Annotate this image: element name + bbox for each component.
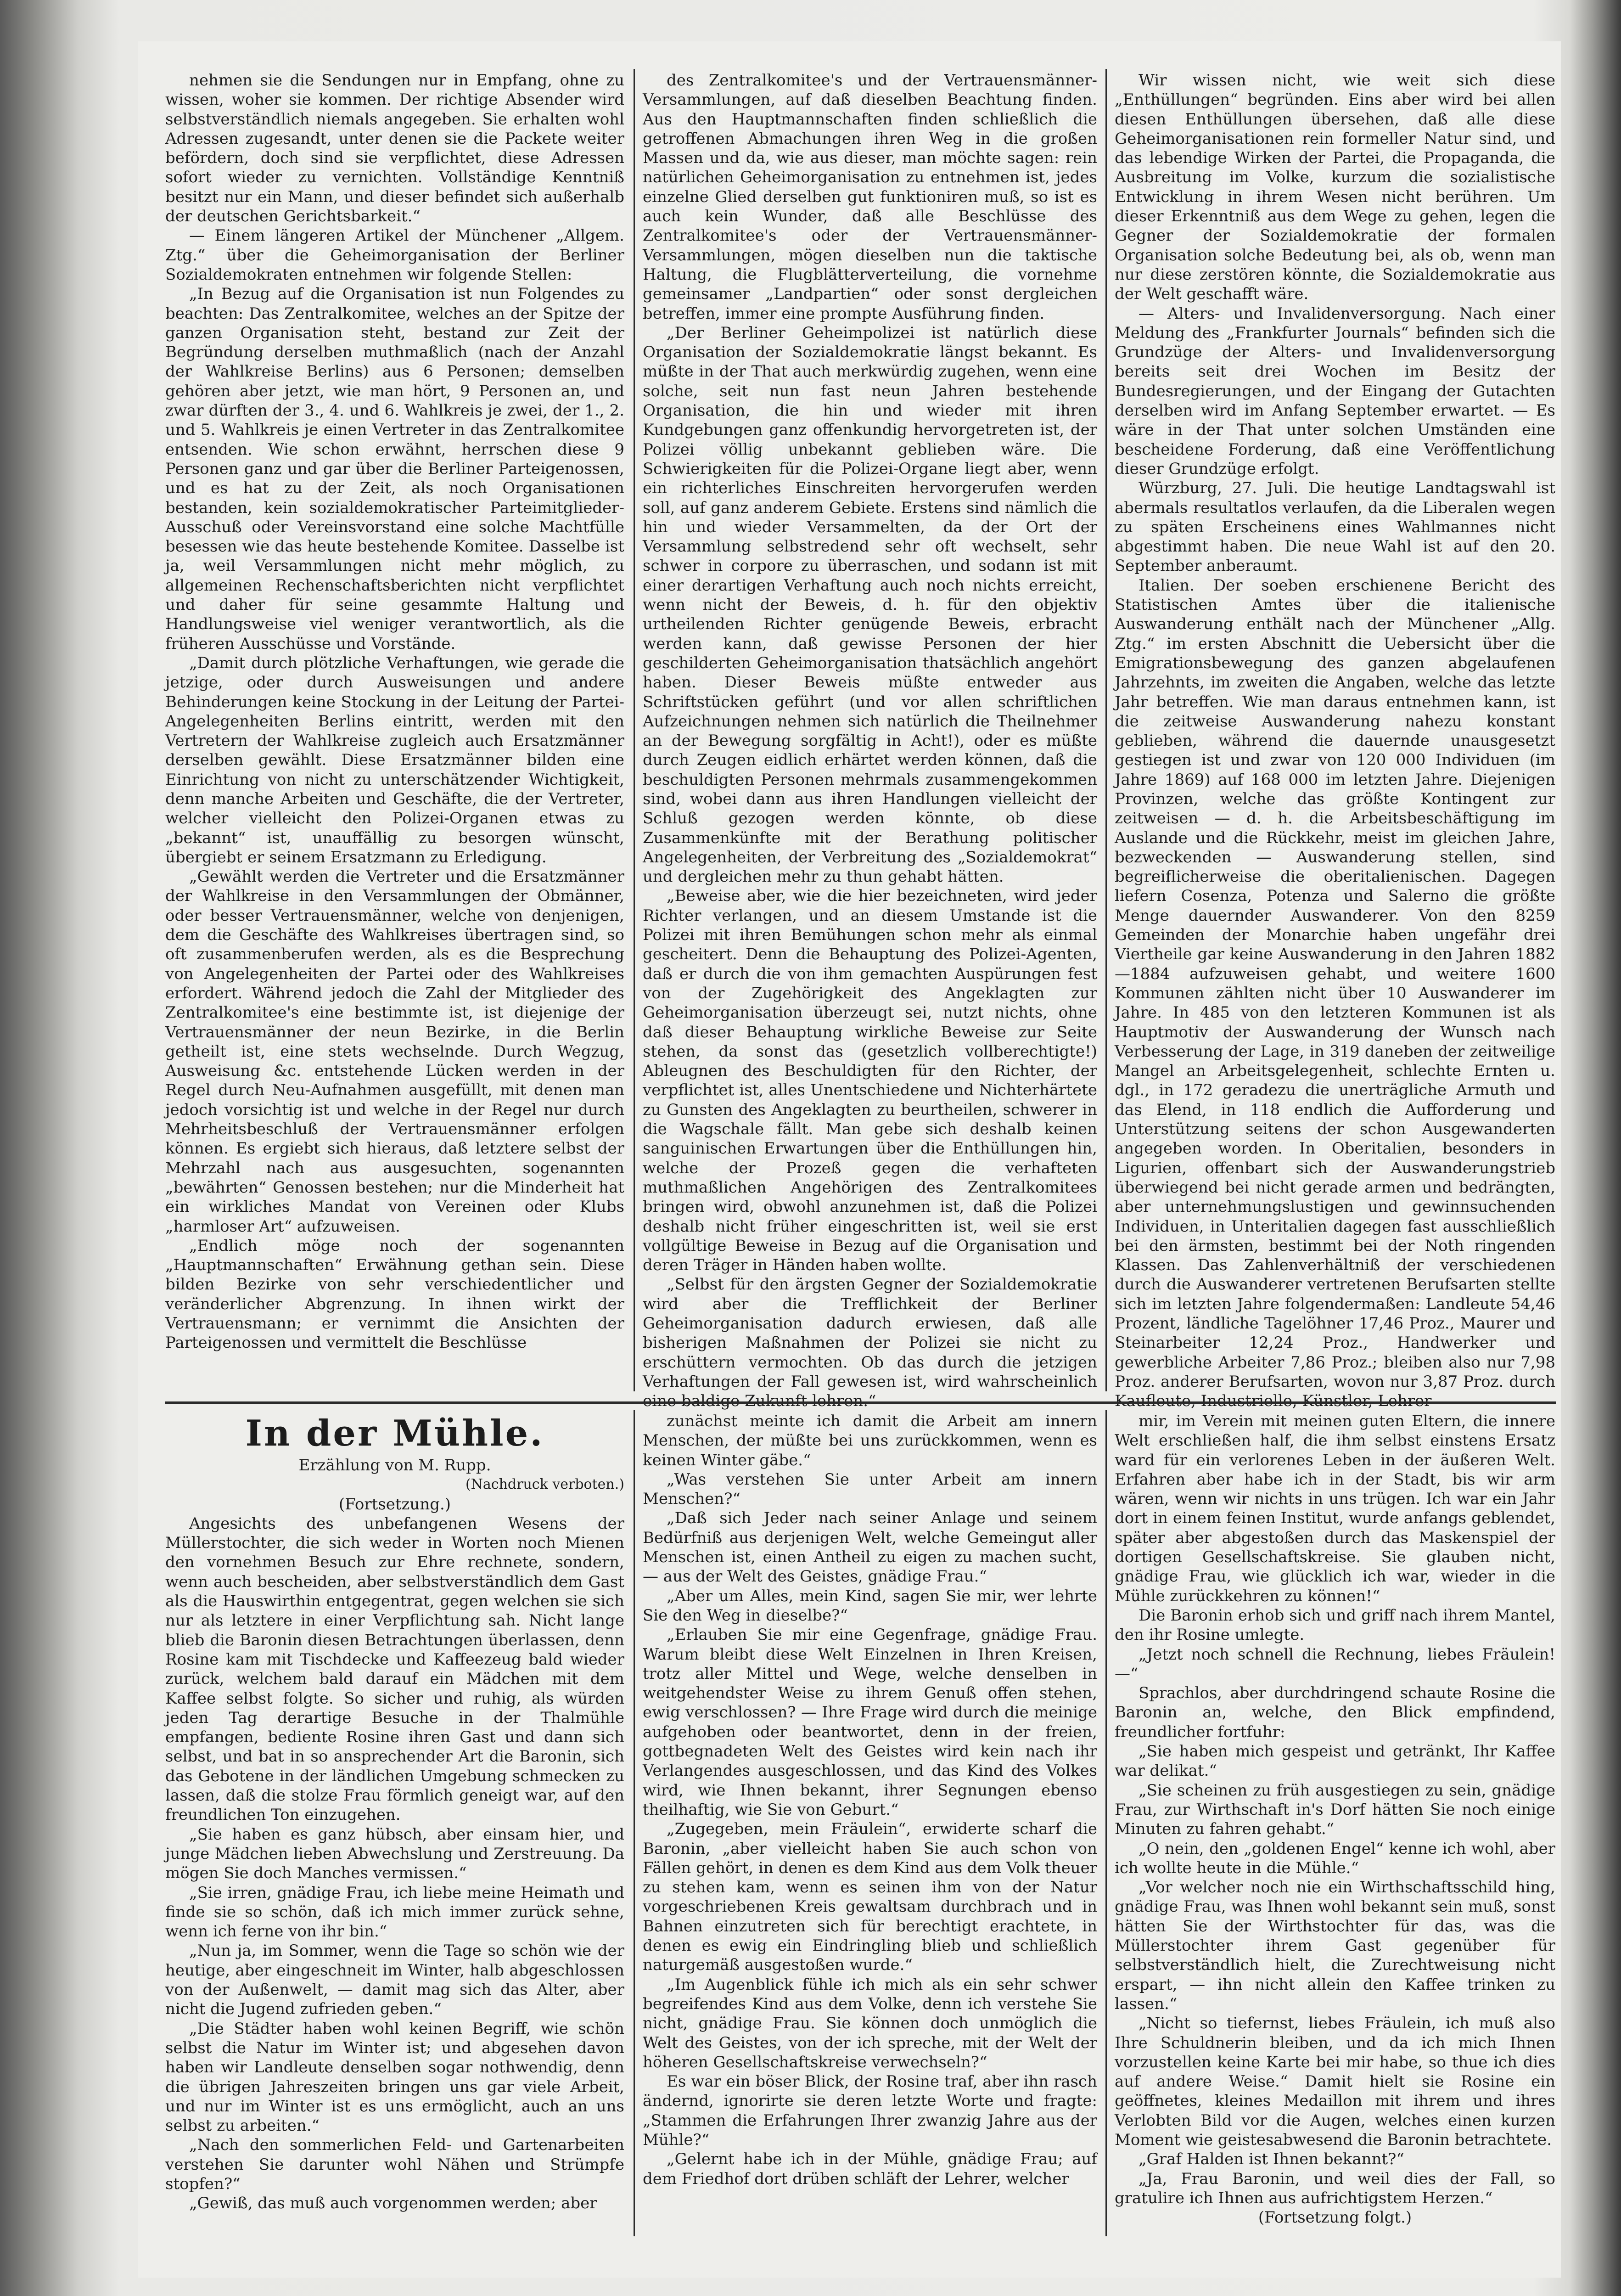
story-paragraph: Es war ein böser Blick, der Rosine traf, aber ihn rasch ändernd, ignorirte sie deren letzte Worte und fragte: „Stammen die Erfahrungen Ihrer zwanzig Jahre aus der Mühle?“ [643, 2072, 1097, 2149]
news-paragraph: „In Bezug auf die Organisation ist nun Folgendes zu beachten: Das Zentralkomitee, welches an der Spitze der ganzen Organisation steht, bestand zur Zeit der Begründung derselben muthmaßlich (nach der Anzahl der Wahlkreise Berlins) aus 6 Personen; demselben gehören aber jetzt, wie man hört, 9 Personen an, und zwar dürften der 3., 4. und 6. Wahlkreis je zwei, der 1., 2. und 5. Wahlkreis je einen Vertreter in das Zentralkomitee entsenden. Wie schon erwähnt, herrschen diese 9 Personen ganz und gar über die Berliner Parteigenossen, und es hat zu der Zeit, als noch Organisationen bestanden, kein sozialdemokratischer Parteimitglieder-Ausschuß oder Vereinsvorstand eine solche Machtfülle besessen wie das heute bestehende Komitee. Dasselbe ist ja, weil Versammlungen nicht mehr möglich, zu allgemeinen Rechenschaftsberichten nicht verpflichtet und daher für seine gesammte Haltung und Handlungsweise viel weniger verantwortlich, als die früheren Ausschüsse und Vorstände. [165, 285, 624, 653]
story-paragraph: „Sie haben es ganz hübsch, aber einsam hier, und junge Mädchen lieben Abwechslung und Zerstreuung. Da mögen Sie doch Manches vermissen.“ [165, 1825, 624, 1883]
story-paragraph: „Graf Halden ist Ihnen bekannt?“ [1139, 2150, 1404, 2169]
news-paragraph: „Beweise aber, wie die hier bezeichneten, wird jeder Richter verlangen, und an diesem Umstande ist die Polizei mit ihren Bemühungen schon mehr als einmal gescheitert. Denn die Behauptung des Polizei-Agenten, daß er durch die von ihm gemachten Auspürungen fest von der Zugehörigkeit des Angeklagten zur Geheimorganisation überzeugt sei, nutzt nichts, ohne daß dieser Behauptung wirkliche Beweise zur Seite stehen, da sonst das (gesetzlich vollberechtigte!) Ableugnen des Beschuldigten für den Richter, der verpflichtet ist, alles Unentschiedene und Nichterhärtete zu Gunsten des Angeklagten zu beurtheilen, schwerer in die Wagschale fällt. Man gebe sich deshalb keinen sanguinischen Erwartungen über die Enthüllungen hin, welche der Prozeß gegen die verhafteten muthmaßlichen Angehörigen des Zentralkomitees bringen wird, obwohl anzunehmen ist, daß die Polizei deshalb nicht früher eingeschritten ist, weil sie erst vollgültige Beweise in Bezug auf die Organisation und deren Träger in Händen haben wollte. [643, 887, 1097, 1275]
news-paragraph: „Gewählt werden die Vertreter und die Ersatzmänner der Wahlkreise in den Versammlungen der Obmänner, oder besser Vertrauensmänner, welche von denjenigen, dem die Geschäfte des Wahlkreises übertragen sind, so oft zusammenberufen werden, als es die Besprechung von Angelegenheiten der Partei oder des Wahlkreises erfordert. Während jedoch die Zahl der Mitglieder des Zentralkomitee's eine bestimmte ist, ist diejenige der Vertrauensmänner der neun Bezirke, in die Berlin getheilt ist, eine stets wechselnde. Durch Wegzug, Ausweisung &c. entstehende Lücken werden in der Regel durch Neu-Aufnahmen ausgefüllt, mit denen man jedoch vorsichtig ist und welche in der Regel nur durch Mehrheitsbeschluß der Vertrauensmänner erfolgen können. Es ergiebt sich hieraus, daß letztere selbst der Mehrzahl nach aus ausgesuchten, sogenannten „bewährten“ Genossen bestehen; nur die Minderheit hat ein wirkliches Mandat von Vereinen oder Klubs „harmloser Art“ aufzuweisen. [165, 867, 624, 1236]
story-paragraph: „Was verstehen Sie unter Arbeit am innern Menschen?“ [643, 1470, 1097, 1508]
story-paragraph: „O nein, den „goldenen Engel“ kenne ich wohl, aber ich wollte heute in die Mühle.“ [1115, 1839, 1555, 1877]
news-paragraph: des Zentralkomitee's und der Vertrauensmänner-Versammlungen, auf daß dieselben Beachtung finden. Aus den Hauptmannschaften finden schließlich die getroffenen Abmachungen ihren Weg in die großen Massen und da, wie aus dieser, man möchte sagen: rein natürlichen Geheimorganisation zu entnehmen ist, jedes einzelne Glied derselben gut funktioniren muß, so ist es auch kein Wunder, daß alle Beschlüsse des Zentralkomitee's oder der Vertrauensmänner-Versammlungen, mögen dieselben nun die taktische Haltung, die Flugblätterverteilung, die vornehme gemeinsamer „Landpartien“ oder sonst dergleichen betreffen, immer eine prompte Ausführung finden. [643, 71, 1097, 323]
feuilleton-column-1 [165, 1412, 624, 2238]
news-paragraph: nehmen sie die Sendungen nur in Empfang, ohne zu wissen, woher sie kommen. Der richtige Absender wird selbstverständlich niemals angegeben. Sie erhalten wohl Adressen zugesandt, unter denen sie die Packete weiter befördern, doch sind sie verpflichtet, diese Adressen sofort wieder zu vernichten. Vollständige Kenntniß besitzt nur ein Mann, und dieser befindet sich außerhalb der deutschen Gerichtsbarkeit.“ [165, 71, 624, 226]
news-paragraph: Wir wissen nicht, wie weit sich diese „Enthüllungen“ begründen. Eins aber wird bei allen diesen Enthüllungen übersehen, daß alle diese Geheimorganisationen rein formeller Natur sind, und das lebendige Wirken der Partei, die Propaganda, die Ausbreitung im Volke, kurzum die sozialistische Entwicklung in ihrem Wesen nicht berühren. Um dieser Erkenntniß aus dem Wege zu gehen, legen die Gegner der Sozialdemokratie der formalen Organisation solche Bedeutung bei, als ob, wenn man nur diese zerstören könnte, die Sozialdemokratie aus der Welt geschafft wäre. [1115, 71, 1555, 304]
news-paragraph: Würzburg, 27. Juli. Die heutige Landtagswahl ist abermals resultatlos verlaufen, da die Liberalen wegen zu späten Erscheinens eines Wahlmannes nicht abgestimmt haben. Die neue Wahl ist auf den 20. September anberaumt. [1115, 479, 1555, 575]
story-paragraph: „Nicht so tiefernst, liebes Fräulein, ich muß also Ihre Schuldnerin bleiben, und da ich mich Ihnen vorzustellen keine Karte bei mir habe, so thue ich dies auf andere Weise.“ Damit hielt sie Rosine ein geöffnetes, kleines Medaillon mit ihrem und ihres Verlobten Bild vor die Augen, welches einen kurzen Moment wie geistesabwesend die Baronin betrachtete. [1115, 2014, 1555, 2149]
story-paragraph: zunächst meinte ich damit die Arbeit am innern Menschen, der müßte bei uns zurückkommen, wenn es keinen Winter gäbe.“ [643, 1412, 1097, 1469]
story-paragraph: „Sie haben mich gespeist und getränkt, Ihr Kaffee war delikat.“ [1115, 1742, 1555, 1780]
to-be-continued-label: (Fortsetzung folgt.) [1258, 2208, 1412, 2227]
column-divider [1105, 1410, 1107, 2236]
continuation-label: (Fortsetzung.) [338, 1495, 451, 1514]
news-paragraph: „Damit durch plötzliche Verhaftungen, wie gerade die jetzige, oder durch Ausweisungen und andere Behinderungen keine Stockung in der Leitung der Partei-Angelegenheiten Berlins eintritt, werden mit den Vertretern der Wahlkreise zugleich auch Ersatzmänner derselben gewählt. Diese Ersatzmänner bilden eine Einrichtung von nicht zu unterschätzender Wichtigkeit, denn manche Arbeiten und Geschäfte, die der Vertreter, welcher vielleicht den Polizei-Organen etwas zu „bekannt“ ist, unauffällig zu besorgen wünscht, übergiebt er seinem Ersatzmann zu Erledigung. [165, 653, 624, 867]
story-paragraph: Angesichts des unbefangenen Wesens der Müllerstochter, die sich weder in Worten noch Mienen den vornehmen Besuch zur Ehre rechnete, sondern, wenn auch bescheiden, aber selbstverständlich dem Gast als die Hauswirthin entgegentrat, gegen welchen sie sich nur als letztere in einer Verpflichtung sah. Nicht lange blieb die Baronin diesen Betrachtungen überlassen, denn Rosine kam mit Tischdecke und Kaffeezeug bald wieder zurück, welchem bald darauf ein Mädchen mit dem Kaffee selbst folgte. So sicher und ruhig, als würden jeden Tag derartige Besuche in der Thalmühle empfangen, bediente Rosine ihren Gast und dann sich selbst, und bat in so ansprechender Art die Baronin, sich das Gebotene in der ländlichen Umgebung schmecken zu lassen, daß die stolze Frau förmlich geneigt war, auf den freundlichen Ton einzugehen. [165, 1514, 624, 1824]
news-paragraph: „Selbst für den ärgsten Gegner der Sozialdemokratie wird aber die Trefflichkeit der Berliner Geheimorganisation dadurch erwiesen, daß alle bisherigen Maßnahmen der Polizei sie nicht zu erschüttern vermochten. Ob das durch die jetzigen Verhaftungen der Fall gewesen ist, wird wahrscheinlich [643, 1275, 1097, 1391]
news-paragraph: — Alters- und Invalidenversorgung. Nach einer Meldung des „Frankfurter Journals“ befinden sich die Grundzüge der Alters- und Invalidenversorgung bereits seit drei Wochen im Besitz der Bundesregierungen, und der Eingang der Gutachten derselben wird im Anfang September erwartet. — Es wäre in der That unter solchen Umständen eine bescheidene Forderung, daß eine Veröffentlichung dieser Grundzüge erfolgt. [1115, 304, 1555, 478]
story-paragraph: „Zugegeben, mein Fräulein“, erwiderte scharf die Baronin, „aber vielleicht haben Sie auch schon von Fällen gehört, in denen es dem Kind aus dem Volk theuer zu stehen kam, wenn es seinen ihm von der Natur vorgeschriebenen Kreis gewaltsam durchbrach und in Bahnen einzutreten sich für berechtigt erachtete, in denen es ewig ein Eindringling blieb und schließlich naturgemäß ausgestoßen wurde.“ [643, 1820, 1097, 1975]
story-paragraph: „Jetzt noch schnell die Rechnung, liebes Fräulein! —“ [1115, 1645, 1555, 1683]
story-paragraph: Die Baronin erhob sich und griff nach ihrem Mantel, den ihr Rosine umlegte. [1115, 1606, 1555, 1644]
newspaper-page [138, 41, 1561, 2278]
story-paragraph: „Die Städter haben wohl keinen Begriff, wie schön selbst die Natur im Winter ist; und abgesehen davon haben wir Landleute denselben sogar nothwendig, denn die übrigen Jahreszeiten bringen uns gar viele Arbeit, und nur im Winter ist es uns ermöglicht, auch an uns selbst zu arbeiten.“ [165, 2019, 624, 2135]
story-paragraph: „Sie scheinen zu früh ausgestiegen zu sein, gnädige Frau, zur Wirthschaft in's Dorf hätten Sie noch einige Minuten zu fahren gehabt.“ [1115, 1781, 1555, 1839]
story-paragraph: „Vor welcher noch nie ein Wirthschaftsschild hing, gnädige Frau, was Ihnen wohl bekannt sein muß, sonst hätten Sie der Wirthstochter für das, was die Müllerstochter ihrem Gast gegenüber für selbstverständlich hielt, die Zurechtweisung nicht erspart, — ihn nicht allein den Kaffee trinken zu lassen.“ [1115, 1878, 1555, 2013]
news-paragraph: „Der Berliner Geheimpolizei ist natürlich diese Organisation der Sozialdemokratie längst bekannt. Es müßte in der That auch merkwürdig zugehen, wenn eine solche, seit nun fast neun Jahren bestehende Organisation, die hin und wieder mit ihren Kundgebungen ganz offenkundig hervorgetreten ist, der Polizei völlig unbekannt geblieben wäre. Die Schwierigkeiten für die Polizei-Organe liegt aber, wenn ein richterliches Einschreiten hervorgerufen werden soll, auf ganz anderem Gebiete. Erstens sind nämlich die hin und wieder Versammelten, da der Ort der Versammlung selbstredend sehr oft wechselt, sehr schwer in corpore zu überraschen, und sodann ist mit einer derartigen Verhaftung auch noch nichts erreicht, wenn nicht der Beweis, d. h. für den objektiv urtheilenden Richter genügende Beweis, erbracht werden kann, daß gewisse Personen der hier geschilderten Geheimorganisation thatsächlich angehört haben. Dieser Beweis müßte entweder aus Schriftstücken geführt (und vor allen schriftlichen Aufzeichnungen nehmen sich natürlich die Theilnehmer an der Bewegung sorgfältig in Acht!), oder es müßte durch Zeugen eidlich erhärtet werden können, daß die beschuldigten Personen mehrmals zusammengekommen sind, wobei dann aus ihren Handlungen vielleicht der Schluß gezogen werden könnte, ob diese Zusammenkünfte mit der Berathung politischer Angelegenheiten, der Verbreitung des „Sozialdemokrat“ und dergleichen mehr zu thun gehabt hätten. [643, 323, 1097, 886]
news-column-2 [643, 71, 1097, 1393]
story-paragraph: mir, im Verein mit meinen guten Eltern, die innere Welt erschließen half, die ihm selbst einstens Ersatz ward für ein verlorenes Leben in der äußeren Welt. Erfahren aber habe ich in der Stadt, bis wir arm wären, wenn wir nichts in uns trügen. Ich war ein Jahr dort in einem feinen Institut, wurde anfangs geblendet, später aber abgestoßen durch das Maskenspiel der dortigen Gesellschaftskreise. Sie glauben nicht, gnädige Frau, wie glücklich ich war, wieder in die Mühle zurückkehren zu können!“ [1115, 1412, 1555, 1605]
story-paragraph: Sprachlos, aber durchdringend schaute Rosine die Baronin an, welche, den Blick empfindend, freundlicher fortfuhr: [1115, 1684, 1555, 1741]
story-paragraph: „Gewiß, das muß auch vorgenommen werden; aber [189, 2194, 597, 2213]
story-author: Erzählung von M. Rupp. [298, 1456, 491, 1474]
story-paragraph: „Sie irren, gnädige Frau, ich liebe meine Heimath und finde sie so schön, daß ich mich immer zurück sehne, wenn ich ferne von ihr bin.“ [165, 1883, 624, 1941]
story-paragraph: „Nun ja, im Sommer, wenn die Tage so schön wie der heutige, aber eingeschneit im Winter, halb abgeschlossen von der Außenwelt, — damit mag sich das Alter, aber nicht die Jugend zufrieden geben.“ [165, 1941, 624, 2019]
column-divider [634, 1410, 635, 2236]
feuilleton-column-3 [1115, 1412, 1555, 2238]
story-paragraph: „Aber um Alles, mein Kind, sagen Sie mir, wer lehrte Sie den Weg in dieselbe?“ [643, 1587, 1097, 1625]
column-divider [1105, 69, 1107, 1391]
news-column-1 [165, 71, 624, 1393]
story-title: In der Mühle. [245, 1412, 544, 1454]
story-paragraph: „Daß sich Jeder nach seiner Anlage und seinem Bedürfniß aus derjenigen Welt, welche Gemeingut aller Menschen ist, einen Antheil zu eigen zu machen sucht, — aus der Welt des Geistes, gnädige Frau.“ [643, 1509, 1097, 1586]
reprint-notice: (Nachdruck verboten.) [465, 1476, 624, 1493]
story-paragraph: „Im Augenblick fühle ich mich als ein sehr schwer begreifendes Kind aus dem Volke, denn ich verstehe Sie nicht, gnädige Frau. Sie können doch unmöglich die Welt des Geistes, von der ich spreche, mit der Welt der höheren Gesellschaftskreise verwechseln?“ [643, 1975, 1097, 2071]
feuilleton-column-2 [643, 1412, 1097, 2238]
news-column-3 [1115, 71, 1555, 1393]
news-paragraph: „Endlich möge noch der sogenannten „Hauptmannschaften“ Erwähnung gethan sein. Diese bilden Bezirke von sehr verschiedentlicher und veränderlicher Abgrenzung. In ihnen wirkt der Vertrauensmann; er vernimmt die Ansichten der Parteigenossen und vermittelt die Beschlüsse [165, 1236, 624, 1352]
news-paragraph: Italien. Der soeben erschienene Bericht des Statistischen Amtes über die italienische Auswanderung enthält nach der Münchener „Allg. Ztg.“ im ersten Abschnitt die Uebersicht über die Emigrationsbewegung des ganzen abgelaufenen Jahrzehnts, im zweiten die Angaben, welche das letzte Jahr betreffen. Wie man daraus entnehmen kann, ist die zeitweise Auswanderung nahezu konstant geblieben, während die dauernde unausgesetzt gestiegen ist und zwar von 120 000 Individuen (im Jahre 1869) auf 168 000 im letzten Jahre. Diejenigen Provinzen, welche das größte Kontingent zur zeitweisen — d. h. die Arbeitsbeschäftigung im Auslande und die Rückkehr, meist im gleichen Jahre, bezweckenden — Auswanderung stellen, sind begreiflicherweise die oberitalienischen. Dagegen liefern Cosenza, Potenza und Salerno die größte Menge dauernder Auswanderer. Von den 8259 Gemeinden der Monarchie haben ungefähr drei Viertheile gar keine Auswanderung in den Jahren 1882—1884 aufzuweisen gehabt, und weitere 1600 Kommunen zählten nicht über 10 Auswanderer im Jahre. In 485 von den letzteren Kommunen ist als Hauptmotiv der Auswanderung der Wunsch nach Verbesserung der Lage, in 319 daneben der zeitweilige Mangel an Arbeitsgelegenheit, schlechte Ernten u. dgl., in 172 geradezu die unerträgliche Armuth und das Elend, in 118 endlich die Aufforderung und Unterstützung seitens der schon Ausgewanderten angegeben worden. In Oberitalien, besonders in Ligurien, offenbart sich der Auswanderungstrieb überwiegend bei nicht gerade armen und bedrängten, aber unternehmungslustigen und gewinnsuchenden Individuen, in Unteritalien dagegen fast ausschließlich bei den ärmsten, bestimmt bei der Noth ringenden Klassen. Das Zahlenverhältniß der verschiedenen durch die Auswanderer vertretenen Berufsarten stellte sich im letzten Jahre folgendermaßen: Landleute 54,46 Prozent, ländliche Tagelöhner 17,46 Proz., Maurer und Steinarbeiter 12,24 Proz., Handwerker und gewerbliche Arbeiter 7,86 Proz.; bleiben also nur 7,98 Proz. anderer Berufsarten, wovon nur 3,87 Proz. durch [1115, 576, 1555, 1391]
story-paragraph: „Gelernt habe ich in der Mühle, gnädige Frau; auf dem Friedhof dort drüben schläft der Lehrer, welcher [643, 2150, 1097, 2188]
story-paragraph: „Nach den sommerlichen Feld- und Gartenarbeiten verstehen Sie darunter wohl Nähen und Strümpfe stopfen?“ [165, 2136, 624, 2193]
column-divider [634, 69, 635, 1391]
story-paragraph: „Ja, Frau Baronin, und weil dies der Fall, so gratulire ich Ihnen aus aufrichtigstem Herzen.“ [1115, 2169, 1555, 2207]
news-paragraph: — Einem längeren Artikel der Münchener „Allgem. Ztg.“ über die Geheimorganisation der Berliner Sozialdemokraten entnehmen wir folgende Stellen: [165, 226, 624, 284]
story-paragraph: „Erlauben Sie mir eine Gegenfrage, gnädige Frau. Warum bleibt diese Welt Einzelnen in Ihren Kreisen, trotz aller Mittel und Wege, welche denselben in weitgehendster Weise zu ihrem Genuß offen stehen, ewig verschlossen? — Ihre Frage wird durch die meinige aufgehoben oder beantwortet, denn in der freien, gottbegnadeten Welt des Geistes wird kein nach ihr Verlangendes ausgeschlossen, und das Kind des Volkes wird, wie Ihnen bekannt, ihrer Segnungen ebenso theilhaftig, wie Sie von Geburt.“ [643, 1626, 1097, 1819]
feuilleton-separator [165, 1401, 1556, 1404]
